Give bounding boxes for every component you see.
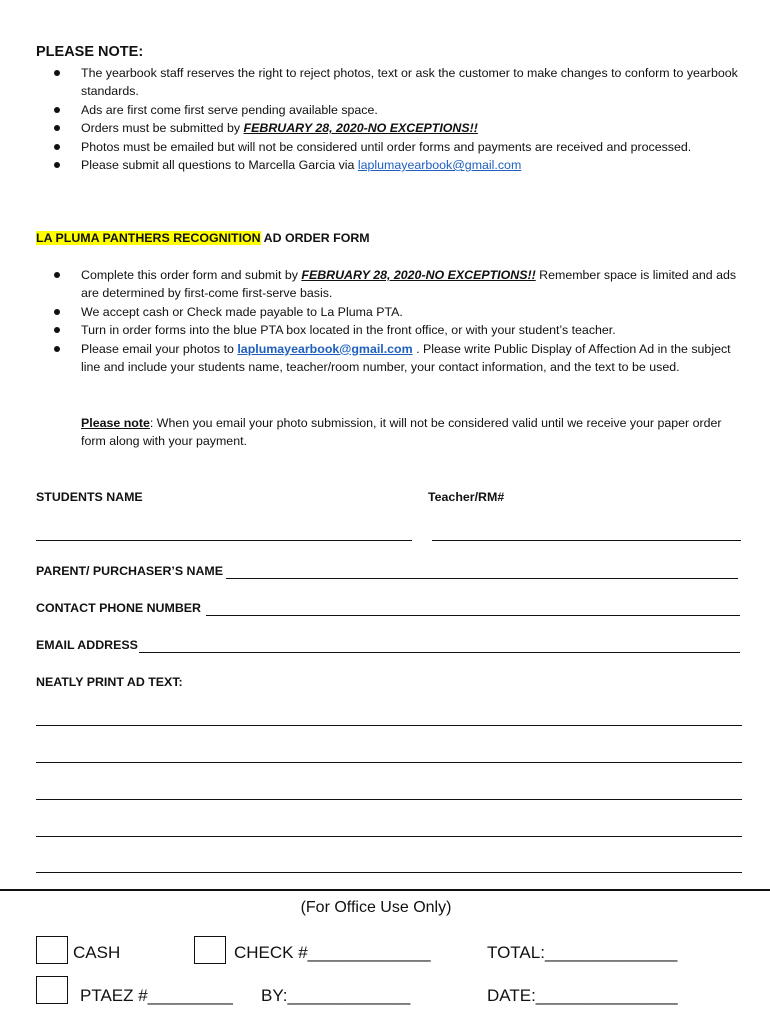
cash-checkbox[interactable] [36,936,68,964]
form-heading: LA PLUMA PANTHERS RECOGNITION AD ORDER FORM [36,231,370,245]
by-label: BY:_____________ [261,986,411,1005]
date-label: DATE:_______________ [487,986,678,1005]
teacher-rm-field[interactable] [432,540,741,541]
deadline-text: FEBRUARY 28, 2020-NO EXCEPTIONS!! [301,268,536,282]
ad-text-label: NEATLY PRINT AD TEXT: [36,675,183,689]
ptaez-label: PTAEZ #_________ [80,986,233,1005]
deadline-text: FEBRUARY 28, 2020-NO EXCEPTIONS!! [243,121,478,136]
cash-label: CASH [73,943,121,962]
check-checkbox[interactable] [194,936,226,964]
email-address-label: EMAIL ADDRESS [36,638,138,652]
list-item: Complete this order form and submit by FEBRUARY 28, 2020-NO EXCEPTIONS!! Remember space is limited and ads are determined by first-come first-serve basis. [36,266,748,303]
notes-list [36,64,748,174]
please-note-title: PLEASE NOTE: [36,44,144,60]
photo-email-link[interactable]: laplumayearbook@gmail.com [237,341,413,356]
list-item: The yearbook staff reserves the right to reject photos, text or ask the customer to make changes to conform to yearbook standards. [36,64,748,101]
ad-text-line[interactable] [36,836,742,837]
parent-name-field[interactable] [226,578,738,579]
please-note-label: Please note [81,416,150,430]
parent-name-label: PARENT/ PURCHASER’S NAME [36,564,224,578]
heading-highlight: LA PLUMA PANTHERS RECOGNITION [36,231,261,245]
list-item: We accept cash or Check made payable to La Pluma PTA. [36,303,748,321]
student-name-field[interactable] [36,540,412,541]
check-number-label: CHECK #_____________ [234,943,431,962]
student-name-label: STUDENTS NAME [36,490,143,504]
questions-email-link[interactable]: laplumayearbook@gmail.com [357,158,522,173]
total-label: TOTAL:______________ [487,943,678,962]
contact-phone-field[interactable] [206,615,740,616]
teacher-rm-label: Teacher/RM# [428,490,505,504]
ad-text-line[interactable] [36,725,742,726]
contact-phone-label: CONTACT PHONE NUMBER [36,601,201,615]
ptaez-checkbox[interactable] [36,976,68,1004]
list-item: Photos must be emailed but will not be considered until order forms and payments are received and processed. [36,138,748,156]
list-item: Please submit all questions to Marcella Garcia via laplumayearbook@gmail.com [36,156,748,174]
list-item: Turn in order forms into the blue PTA box located in the front office, or with your student’s teacher. [36,321,748,339]
office-divider [0,889,770,891]
list-item: Orders must be submitted by FEBRUARY 28, 2020-NO EXCEPTIONS!! [36,119,748,137]
ad-text-line[interactable] [36,799,742,800]
email-address-field[interactable] [139,652,740,653]
list-item: Please email your photos to laplumayearbook@gmail.com . Please write Public Display of Affection Ad in the subject line and include your students name, teacher/room number, your contact information, and the text to be used. [36,340,748,377]
ad-text-line[interactable] [36,762,742,763]
please-note-paragraph: Please note: When you email your photo submission, it will not be considered valid until we receive your paper order form along with your payment. [81,416,722,449]
instructions-list [36,266,748,376]
ad-text-line[interactable] [36,872,742,873]
list-item: Ads are first come first serve pending available space. [36,101,748,119]
office-use-title: (For Office Use Only) [300,899,452,916]
